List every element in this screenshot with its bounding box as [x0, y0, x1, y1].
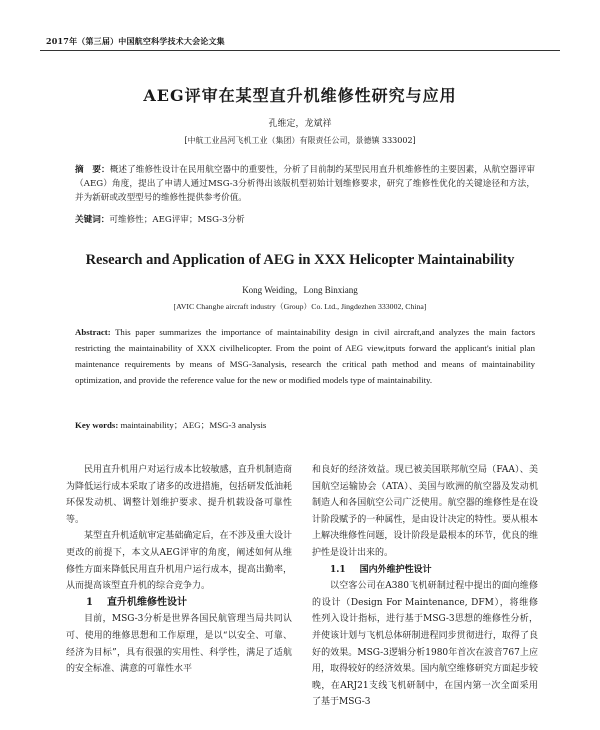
chinese-abstract-label: 摘 要：	[75, 165, 110, 175]
body-paragraph: 目前，MSG-3分析是世界各国民航管理当局共同认可、使用的维修思想和工作原理，是以“以安全、可靠、经济为目标”，具有很强的实用性、科学性，满足了适航的安全标准、满意的可靠性水平	[66, 614, 292, 675]
chinese-keywords-text: 可维修性；AEG评审；MSG-3分析	[109, 215, 245, 225]
chinese-authors: 孔维定，龙斌祥	[268, 119, 332, 129]
body-paragraph: 民用直升机用户对运行成本比较敏感，直升机制造商为降低运行成本采取了诸多的改进措施，包括研发低油耗环保发动机、调整计划维护要求、提升机载设备可靠性等。	[66, 465, 292, 525]
english-affiliation: [AVIC Changhe aircraft industry（Group）Co. Ltd., Jingdezhen 333002, China]	[173, 302, 427, 311]
chinese-keywords-label: 关键词：	[75, 215, 110, 225]
body-column-right	[312, 462, 538, 711]
chinese-keywords	[75, 213, 535, 225]
header-rule	[40, 50, 560, 51]
english-abstract-label: Abstract:	[75, 327, 111, 337]
english-authors: Kong Weiding，Long Binxiang	[242, 285, 358, 295]
body-paragraph: 以空客公司在A380飞机研制过程中提出的面向维修的设计（Design For Maintenance, DFM），将维修性列入设计指标，进行基于MSG-3思想的维修性分析，并使该计划与飞机总体研制进程同步贯彻进行，取得了良好的效果。MSG-3逻辑分析1980年首次在波音767上应用，取得较好的经济效果。国内航空维修研究方面起步较晚，在ARJ21支线飞机研制中，在国内第一次全面采用了基于MSG-3	[312, 581, 538, 708]
chinese-abstract	[75, 163, 535, 206]
section-number: 1	[86, 596, 93, 608]
chinese-abstract-text: 概述了维修性设计在民用航空器中的重要性，分析了目前制约某型民用直升机维修性的主要因素，从航空器评审（AEG）角度，提出了申请人通过MSG-3分析得出该版机型初始计划维修要求，研究了维修性优化的关键途径和方法，并为新研或改型型号的维修性提供参考价值。	[75, 165, 535, 204]
section-heading	[66, 595, 292, 612]
chinese-affiliation: [中航工业昌河飞机工业（集团）有限责任公司，景德镇 333002]	[184, 136, 416, 145]
body-column-left	[66, 462, 292, 678]
subsection-number: 1.1	[330, 564, 346, 575]
body-paragraph: 某型直升机适航审定基础确定后，在不涉及重大设计更改的前提下，本文从AEG评审的角度，阐述如何从维修性方面来降低民用直升机用户运行成本，提高出勤率，从而提高该型直升机的综合竞争力。	[66, 531, 292, 592]
english-keywords-text: maintainability；AEG；MSG-3 analysis	[120, 420, 267, 430]
section-title: 直升机维修性设计	[106, 596, 187, 608]
english-title: Research and Application of AEG in XXX Helicopter Maintainability	[85, 252, 515, 268]
english-abstract-text: This paper summarizes the importance of maintainability design in civil aircraft,and analyzes the main factors restricting the maintainability of XXX civilhelicopter. From the point of AEG view,itputs forward the applicant's initial plan maintenance requirements by means of MSG-3analysis, research the critical path method and means of maintainability optimization, and provide the reference value for the new or modified models type of maintainability.	[75, 327, 536, 385]
english-abstract	[75, 324, 535, 388]
body-paragraph: 和良好的经济效益。现已被美国联邦航空局（FAA）、美国航空运输协会（ATA）、美国与欧洲的航空器及发动机制造人和各国航空公司广泛使用。航空器的维修性是在设计阶段赋予的一种属性，是由设计决定的特性。要从根本上解决维修性问题，设计阶段是最根本的环节，优良的维护性是设计出来的。	[312, 465, 538, 558]
chinese-title: AEG评审在某型直升机维修性研究与应用	[143, 86, 457, 105]
english-keywords	[75, 418, 535, 431]
subsection-heading	[312, 562, 538, 579]
subsection-title: 国内外维护性设计	[359, 564, 432, 575]
running-head: 2017年（第三届）中国航空科学技术大会论文集	[46, 36, 225, 46]
english-keywords-label: Key words:	[75, 420, 119, 430]
